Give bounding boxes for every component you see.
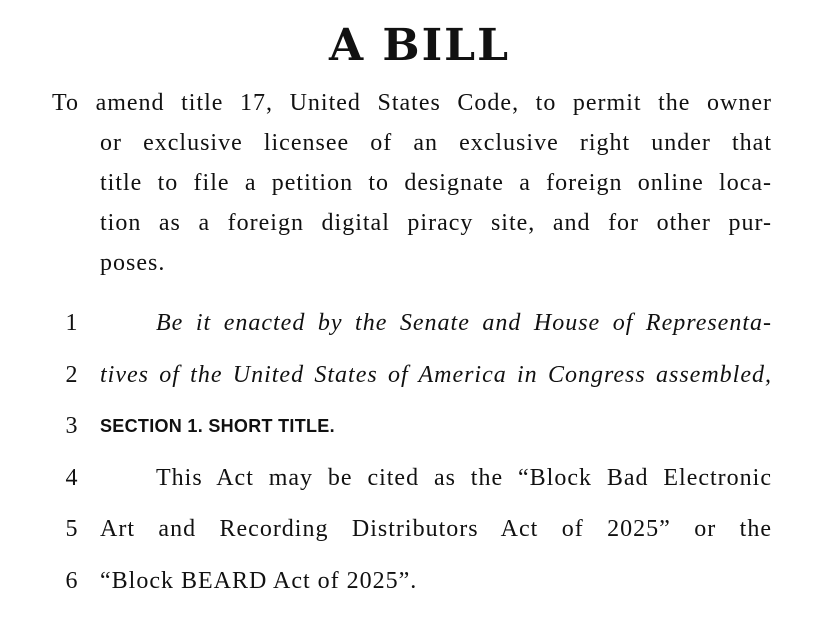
section-text: “Block BEARD Act of 2025”. bbox=[100, 567, 418, 594]
purpose-line: To amend title 17, United States Code, to permit the owner bbox=[52, 90, 772, 116]
enacting-clause: tives of the United States of America in Congress assembled, bbox=[100, 361, 772, 388]
purpose-line: or exclusive licensee of an exclusive right under that bbox=[100, 130, 772, 156]
section-text: This Act may be cited as the “Block Bad Electronic bbox=[156, 464, 772, 491]
line-number: 5 bbox=[65, 516, 79, 543]
line-number: 3 bbox=[65, 413, 79, 440]
enacting-clause: Be it enacted by the Senate and House of Representa- bbox=[156, 310, 772, 336]
line-number: 2 bbox=[65, 361, 79, 388]
purpose-line: title to file a petition to designate a foreign online loca- bbox=[100, 170, 772, 196]
numbered-line bbox=[0, 298, 839, 350]
purpose-line: poses. bbox=[100, 250, 166, 276]
numbered-line bbox=[0, 401, 839, 453]
bill-purpose bbox=[52, 83, 772, 283]
line-number: 6 bbox=[65, 567, 79, 594]
line-number: 1 bbox=[65, 310, 79, 336]
purpose-line: tion as a foreign digital piracy site, and for other pur- bbox=[100, 210, 772, 236]
bill-body bbox=[0, 298, 839, 608]
line-number: 4 bbox=[65, 464, 79, 491]
numbered-line bbox=[0, 504, 839, 556]
numbered-line bbox=[0, 556, 839, 608]
section-heading: SECTION 1. SHORT TITLE. bbox=[100, 416, 335, 437]
bill-title: A BILL bbox=[328, 20, 511, 71]
section-text: Art and Recording Distributors Act of 2025” or the bbox=[100, 516, 772, 543]
numbered-line bbox=[0, 350, 839, 402]
numbered-line bbox=[0, 453, 839, 505]
